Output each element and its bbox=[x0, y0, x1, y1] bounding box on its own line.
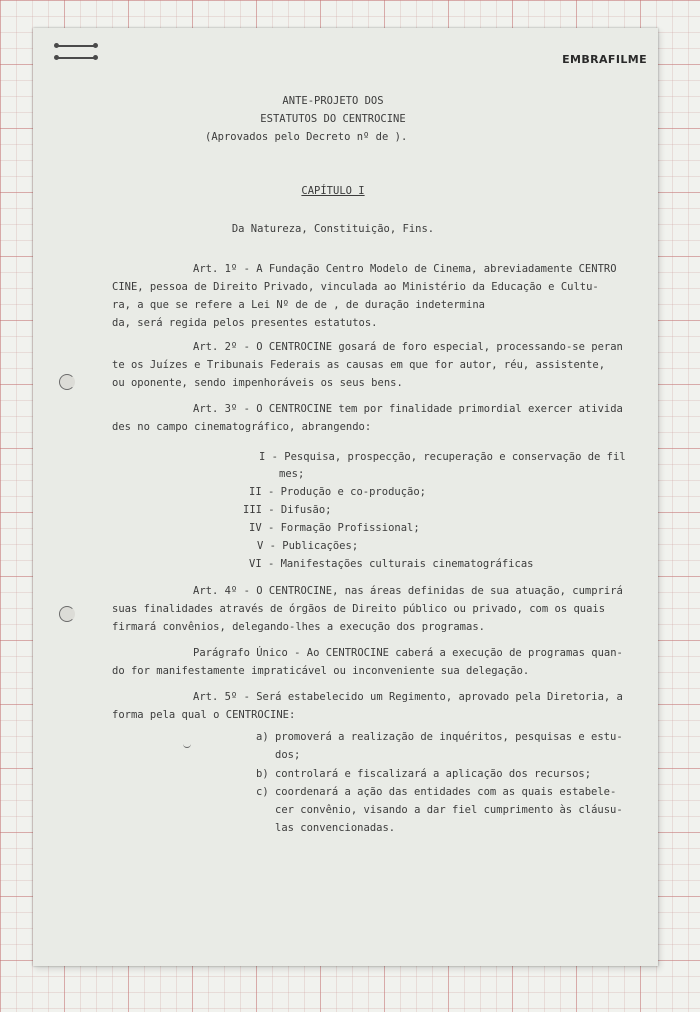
article-5-line: Art. 5º - Será estabelecido um Regimento, aprovado pela Diretoria, a bbox=[193, 691, 623, 703]
article-5-item: dos; bbox=[275, 749, 301, 761]
chapter-subtitle: Da Natureza, Constituição, Fins. bbox=[231, 223, 435, 235]
article-5-item: las convencionadas. bbox=[275, 822, 396, 834]
article-3-item: IV - Formação Profissional; bbox=[249, 522, 420, 534]
article-5-line: forma pela qual o CENTROCINE: bbox=[112, 709, 296, 721]
article-2-line: ou oponente, sendo impenhoráveis os seus bens. bbox=[112, 377, 403, 389]
chapter-heading: CAPÍTULO I bbox=[301, 185, 365, 197]
paragraph-line: Parágrafo Único - Ao CENTROCINE caberá a execução de programas quan- bbox=[193, 647, 623, 659]
letterhead-logo: EMBRAFILME bbox=[562, 53, 647, 66]
doc-title-line: ESTATUTOS DO CENTROCINE bbox=[260, 113, 406, 125]
article-1-line: da, será regida pelos presentes estatutos. bbox=[112, 317, 378, 329]
binder-clip-mark bbox=[56, 45, 96, 47]
article-2-line: Art. 2º - O CENTROCINE gosará de foro especial, processando-se peran bbox=[193, 341, 623, 353]
article-1-line: ra, a que se refere a Lei Nº de de , de duração indetermina bbox=[112, 299, 485, 311]
article-4-line: firmará convênios, delegando-lhes a execução dos programas. bbox=[112, 621, 485, 633]
article-3-item: V - Publicações; bbox=[257, 540, 359, 552]
punch-hole bbox=[59, 374, 75, 390]
article-3-line: des no campo cinematográfico, abrangendo: bbox=[112, 421, 372, 433]
article-3-item: III - Difusão; bbox=[243, 504, 332, 516]
article-4-line: Art. 4º - O CENTROCINE, nas áreas definidas de sua atuação, cumprirá bbox=[193, 585, 623, 597]
article-2-line: te os Juízes e Tribunais Federais as causas em que for autor, réu, assistente, bbox=[112, 359, 606, 371]
article-3-item: VI - Manifestações culturais cinematográficas bbox=[249, 558, 534, 570]
article-3-line: Art. 3º - O CENTROCINE tem por finalidade primordial exercer ativida bbox=[193, 403, 623, 415]
article-5-item: c) coordenará a ação das entidades com as quais estabele- bbox=[256, 786, 617, 798]
article-4-line: suas finalidades através de órgãos de Direito público ou privado, com os quais bbox=[112, 603, 606, 615]
article-3-item: II - Produção e co-produção; bbox=[249, 486, 427, 498]
punch-hole bbox=[59, 606, 75, 622]
document-page bbox=[33, 28, 658, 966]
article-3-item: I - Pesquisa, prospecção, recuperação e conservação de fil bbox=[259, 451, 626, 463]
binder-clip-mark bbox=[56, 57, 96, 59]
pen-mark bbox=[183, 742, 191, 748]
article-5-item: cer convênio, visando a dar fiel cumprimento às cláusu- bbox=[275, 804, 623, 816]
article-5-item: a) promoverá a realização de inquéritos, pesquisas e estu- bbox=[256, 731, 623, 743]
doc-title-decree: (Aprovados pelo Decreto nº de ). bbox=[205, 131, 408, 143]
doc-title-line: ANTE-PROJETO DOS bbox=[282, 95, 384, 107]
paragraph-line: do for manifestamente impraticável ou inconveniente sua delegação. bbox=[112, 665, 530, 677]
article-5-item: b) controlará e fiscalizará a aplicação dos recursos; bbox=[256, 768, 592, 780]
article-1-line: CINE, pessoa de Direito Privado, vinculada ao Ministério da Educação e Cultu- bbox=[112, 281, 599, 293]
article-3-item: mes; bbox=[279, 468, 305, 480]
article-1-line: Art. 1º - A Fundação Centro Modelo de Cinema, abreviadamente CENTRO bbox=[193, 263, 617, 275]
